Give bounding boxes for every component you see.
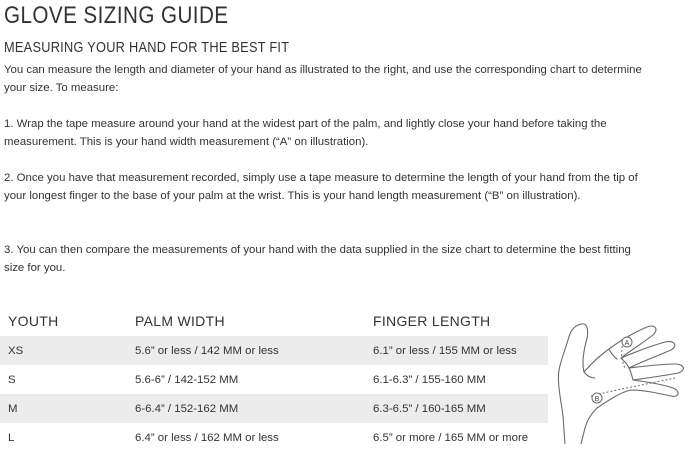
table-header-row	[0, 306, 548, 336]
size-cell: XS	[8, 344, 24, 357]
palm-width-cell: 6.4” or less / 162 MM or less	[135, 431, 279, 444]
hand-measurement-illustration	[551, 316, 700, 444]
palm-width-cell: 6-6.4” / 152-162 MM	[135, 402, 239, 415]
header-palm-width: PALM WIDTH	[135, 313, 225, 329]
table-row	[0, 394, 548, 423]
finger-length-cell: 6.5” or more / 165 MM or more	[373, 431, 529, 444]
finger-length-cell: 6.1” or less / 155 MM or less	[373, 344, 517, 357]
page-title: GLOVE SIZING GUIDE	[4, 2, 229, 29]
step-3-paragraph: 3. You can then compare the measurements of your hand with the data supplied in the size chart to determine the best fitting size for you.	[4, 244, 631, 274]
header-finger-length: FINGER LENGTH	[373, 313, 491, 329]
finger-length-cell: 6.3-6.5” / 160-165 MM	[373, 402, 486, 415]
table-row	[0, 423, 548, 452]
palm-width-cell: 5.6-6” / 142-152 MM	[135, 373, 239, 386]
section-subtitle: MEASURING YOUR HAND FOR THE BEST FIT	[4, 40, 290, 56]
step-2-paragraph: 2. Once you have that measurement recorded, simply use a tape measure to determine the length of your hand from the tip of your longest finger to the base of your palm at the wrist. This is your hand length measurement (“B” on illustration).	[4, 172, 638, 202]
size-cell: L	[8, 431, 15, 444]
label-b: B	[594, 396, 600, 403]
measure-line-b	[591, 378, 675, 396]
label-a: A	[624, 340, 630, 347]
intro-paragraph: You can measure the length and diameter of your hand as illustrated to the right, and use the corresponding chart to determine your size. To measure:	[4, 64, 642, 94]
palm-width-cell: 5.6” or less / 142 MM or less	[135, 344, 279, 357]
table-row	[0, 365, 548, 394]
finger-length-cell: 6.1-6.3” / 155-160 MM	[373, 373, 486, 386]
step-1-paragraph: 1. Wrap the tape measure around your hand at the widest part of the palm, and lightly close your hand before taking the measurement. This is your hand width measurement (“A” on illustration).	[4, 118, 607, 148]
size-cell: M	[8, 402, 18, 415]
hand-outline	[558, 324, 683, 444]
size-cell: S	[8, 373, 16, 386]
header-youth: YOUTH	[8, 313, 59, 329]
table-row	[0, 336, 548, 365]
size-chart-table	[0, 306, 548, 452]
